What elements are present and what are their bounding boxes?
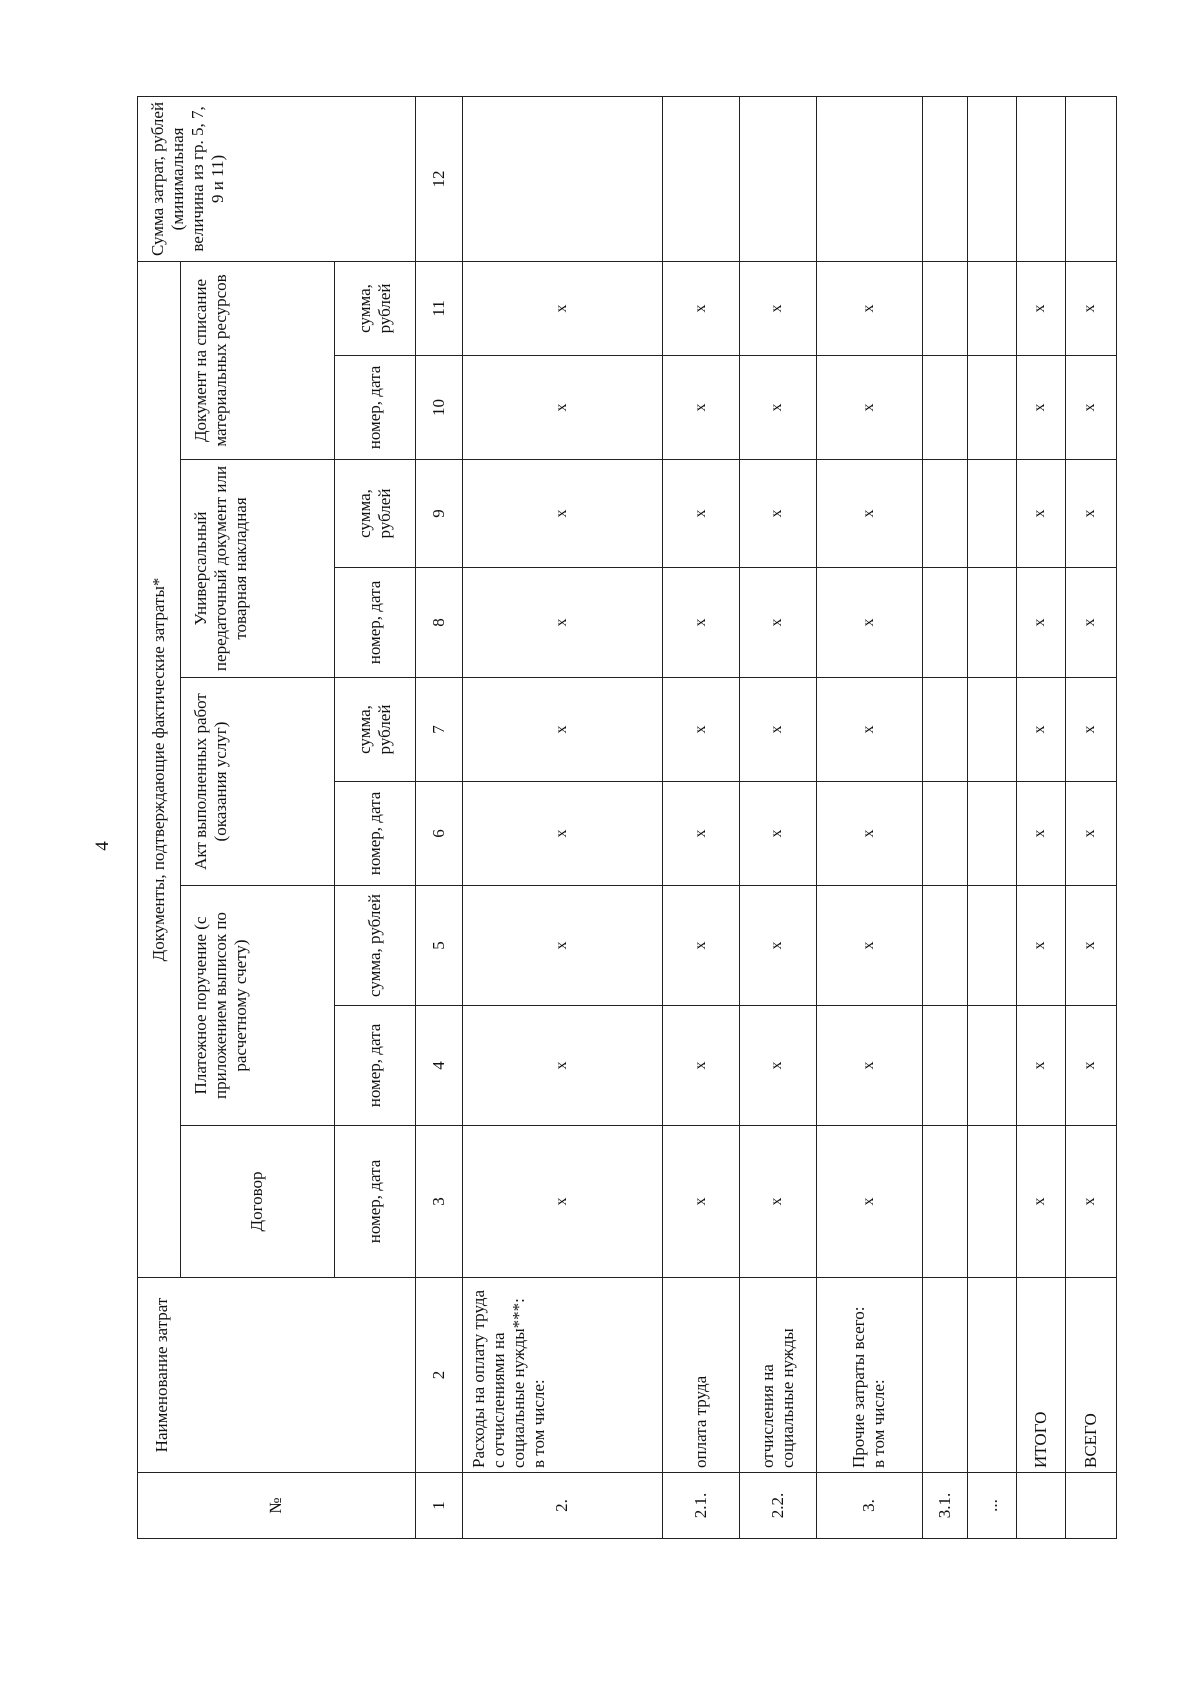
row-cell: x — [462, 568, 662, 678]
row-cell: x — [739, 261, 816, 355]
row-name: Прочие затраты всего: в том числе: — [816, 1278, 923, 1473]
row-no: 3.1. — [923, 1473, 968, 1539]
row-cell: x — [1065, 886, 1116, 1006]
col-number: 4 — [416, 1006, 463, 1126]
row-total — [739, 96, 816, 261]
row-cell — [923, 568, 968, 678]
row-cell: x — [462, 782, 662, 886]
row-cell: x — [1065, 261, 1116, 355]
row-cell — [923, 261, 968, 355]
header-row-1 — [138, 96, 181, 1538]
row-cell: x — [1016, 678, 1065, 782]
row-no — [1016, 1473, 1065, 1539]
row-cell — [967, 886, 1016, 1006]
row-cell — [967, 1006, 1016, 1126]
row-cell — [967, 261, 1016, 355]
row-cell: x — [816, 356, 923, 460]
row-name: оплата труда — [663, 1278, 740, 1473]
row-cell — [967, 568, 1016, 678]
row-cell: x — [1065, 782, 1116, 886]
row-cell — [923, 886, 968, 1006]
row-cell — [923, 356, 968, 460]
row-cell: x — [663, 356, 740, 460]
row-cell — [923, 1006, 968, 1126]
col-number: 6 — [416, 782, 463, 886]
row-cell — [923, 460, 968, 568]
row-cell: x — [816, 261, 923, 355]
row-cell: x — [1016, 1126, 1065, 1278]
header-writeoff: Документ на списание материальных ресурсов — [180, 261, 334, 459]
header-payment-order: Платежное поручение (с приложением выписок по расчетному счету) — [180, 886, 334, 1126]
table-row — [967, 96, 1016, 1538]
header-no: № — [138, 1473, 416, 1539]
header-documents-group: Документы, подтверждающие фактические затраты* — [138, 261, 181, 1277]
header-name: Наименование затрат — [138, 1278, 416, 1473]
row-name: ВСЕГО — [1065, 1278, 1116, 1473]
row-cell: x — [1016, 886, 1065, 1006]
row-cell: x — [816, 1006, 923, 1126]
row-total — [462, 96, 662, 261]
row-cell — [923, 782, 968, 886]
rotated-table-container — [137, 97, 1117, 1539]
row-name: Расходы на оплату труда с отчислениями на социальные нужды***: в том числе: — [462, 1278, 662, 1473]
header-contract-num-date: номер, дата — [335, 1126, 416, 1278]
row-cell — [923, 678, 968, 782]
row-cell — [967, 1126, 1016, 1278]
row-cell: x — [816, 782, 923, 886]
row-cell: x — [1016, 782, 1065, 886]
row-total — [1065, 96, 1116, 261]
row-name: отчисления на социальные нужды — [739, 1278, 816, 1473]
col-number: 8 — [416, 568, 463, 678]
row-no: 2.1. — [663, 1473, 740, 1539]
row-total — [923, 96, 968, 261]
header-upd-num-date: номер, дата — [335, 568, 416, 678]
row-cell: x — [739, 782, 816, 886]
row-cell — [967, 356, 1016, 460]
row-cell: x — [1016, 1006, 1065, 1126]
page-number: 4 — [92, 841, 113, 851]
row-cell: x — [663, 1006, 740, 1126]
row-cell: x — [816, 1126, 923, 1278]
col-number: 9 — [416, 460, 463, 568]
row-cell: x — [739, 356, 816, 460]
row-cell: x — [1016, 460, 1065, 568]
row-cell: x — [462, 356, 662, 460]
col-number: 11 — [416, 261, 463, 355]
row-cell: x — [663, 568, 740, 678]
table-row — [816, 96, 923, 1538]
row-cell: x — [739, 1006, 816, 1126]
row-name — [967, 1278, 1016, 1473]
row-total — [1016, 96, 1065, 261]
row-cell — [967, 782, 1016, 886]
row-no: 3. — [816, 1473, 923, 1539]
table-row — [663, 96, 740, 1538]
col-number: 7 — [416, 678, 463, 782]
row-cell: x — [462, 460, 662, 568]
row-cell: x — [739, 568, 816, 678]
col-number: 3 — [416, 1126, 463, 1278]
header-upd: Универсальный передаточный документ или товарная накладная — [180, 460, 334, 678]
header-writeoff-num-date: номер, дата — [335, 356, 416, 460]
row-cell — [923, 1126, 968, 1278]
row-cell: x — [663, 1126, 740, 1278]
row-cell: x — [739, 678, 816, 782]
row-cell: x — [739, 460, 816, 568]
row-cell: x — [462, 261, 662, 355]
row-cell: x — [1065, 1006, 1116, 1126]
row-cell: x — [1065, 678, 1116, 782]
table-row — [462, 96, 662, 1538]
row-total — [816, 96, 923, 261]
header-upd-sum: сумма, рублей — [335, 460, 416, 568]
column-number-row — [416, 96, 463, 1538]
row-total — [967, 96, 1016, 261]
row-cell: x — [663, 261, 740, 355]
header-total-sum: Сумма затрат, рублей (минимальная величина из гр. 5, 7, 9 и 11) — [138, 96, 416, 261]
row-cell: x — [1065, 1126, 1116, 1278]
row-cell: x — [1016, 261, 1065, 355]
table-row — [739, 96, 816, 1538]
row-no: ... — [967, 1473, 1016, 1539]
row-cell: x — [816, 568, 923, 678]
header-act-num-date: номер, дата — [335, 782, 416, 886]
row-cell: x — [1065, 460, 1116, 568]
row-cell: x — [739, 1126, 816, 1278]
row-no: 2.2. — [739, 1473, 816, 1539]
row-cell: x — [663, 886, 740, 1006]
table-row — [923, 96, 968, 1538]
row-cell: x — [1065, 356, 1116, 460]
header-contract: Договор — [180, 1126, 334, 1278]
table-row-itogo — [1016, 96, 1065, 1538]
header-payment-num-date: номер, дата — [335, 1006, 416, 1126]
row-cell: x — [663, 460, 740, 568]
col-number: 10 — [416, 356, 463, 460]
row-cell: x — [462, 886, 662, 1006]
row-cell — [967, 678, 1016, 782]
row-cell: x — [739, 886, 816, 1006]
row-cell: x — [462, 1126, 662, 1278]
row-no: 2. — [462, 1473, 662, 1539]
row-cell: x — [663, 782, 740, 886]
row-name: ИТОГО — [1016, 1278, 1065, 1473]
row-cell: x — [462, 1006, 662, 1126]
col-number: 5 — [416, 886, 463, 1006]
row-cell: x — [1065, 568, 1116, 678]
header-act: Акт выполненных работ (оказания услуг) — [180, 678, 334, 886]
row-total — [663, 96, 740, 261]
header-act-sum: сумма, рублей — [335, 678, 416, 782]
row-name — [923, 1278, 968, 1473]
col-number: 1 — [416, 1473, 463, 1539]
row-cell: x — [816, 460, 923, 568]
col-number: 12 — [416, 96, 463, 261]
row-cell: x — [663, 678, 740, 782]
header-payment-sum: сумма, рублей — [335, 886, 416, 1006]
cost-table — [137, 96, 1117, 1539]
row-cell: x — [462, 678, 662, 782]
row-cell: x — [1016, 356, 1065, 460]
row-no — [1065, 1473, 1116, 1539]
row-cell — [967, 460, 1016, 568]
row-cell: x — [816, 886, 923, 1006]
row-cell: x — [1016, 568, 1065, 678]
col-number: 2 — [416, 1278, 463, 1473]
header-writeoff-sum: сумма, рублей — [335, 261, 416, 355]
table-row-vsego — [1065, 96, 1116, 1538]
row-cell: x — [816, 678, 923, 782]
